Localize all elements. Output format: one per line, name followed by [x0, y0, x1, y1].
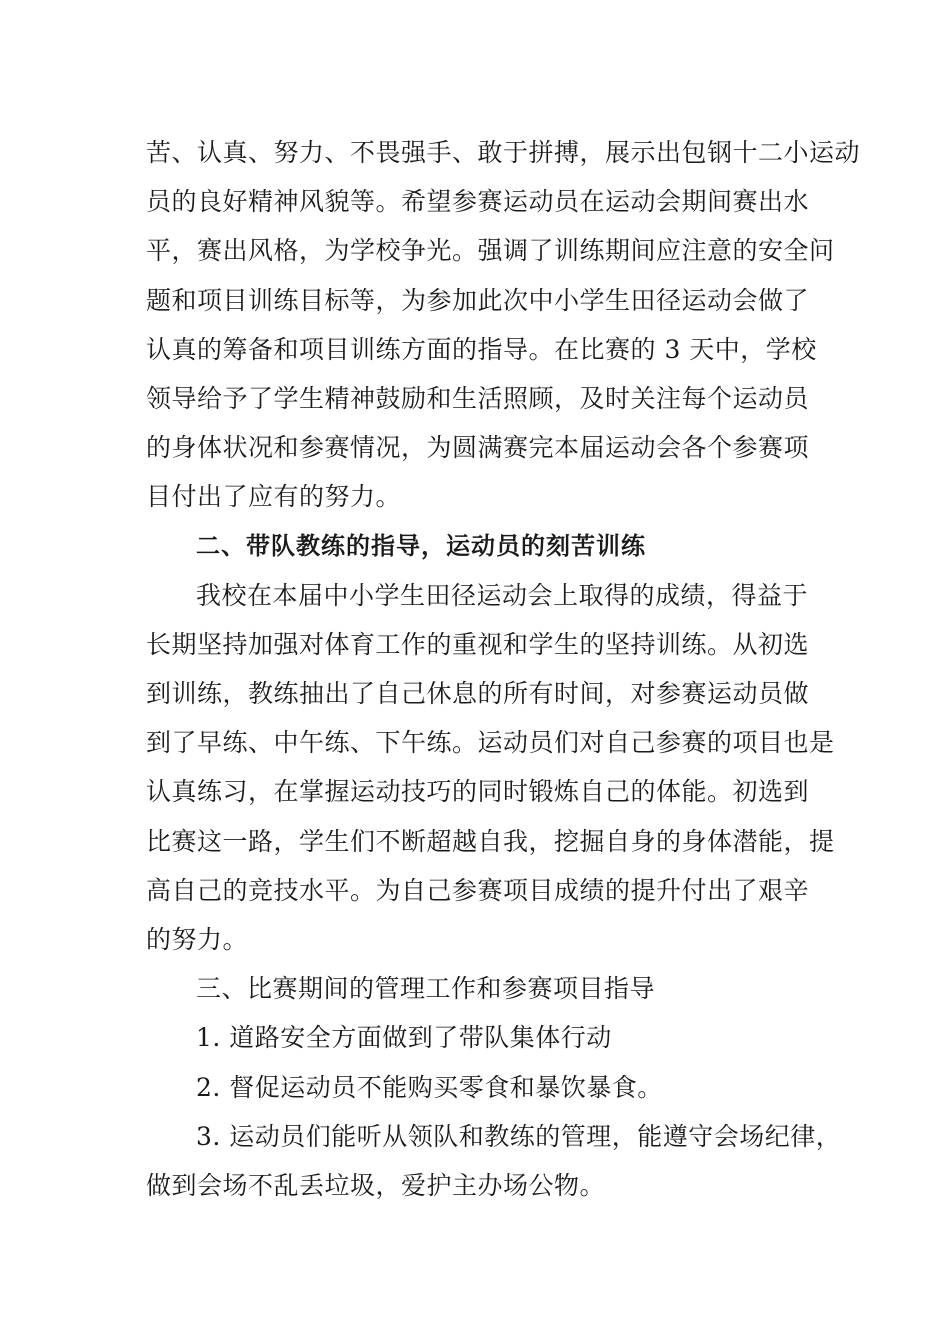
document-body: [146, 128, 861, 1210]
paragraph-line: 长期坚持加强对体育工作的重视和学生的坚持训练。从初选: [146, 629, 810, 659]
paragraph-line: 高自己的竞技水平。为自己参赛项目成绩的提升付出了艰辛: [146, 875, 810, 905]
paragraph-line: 认真的筹备和项目训练方面的指导。在比赛的 3 天中，学校: [146, 334, 817, 364]
paragraph-line: 比赛这一路，学生们不断超越自我，挖掘自身的身体潜能，提: [146, 826, 835, 856]
paragraph-line: 的努力。: [146, 925, 249, 954]
paragraph-line: 领导给予了学生精神鼓励和生活照顾，及时关注每个运动员: [146, 383, 810, 413]
paragraph-line: 题和项目训练目标等，为参加此次中小学生田径运动会做了: [146, 285, 810, 315]
paragraph-line: 到训练，教练抽出了自己休息的所有时间，对参赛运动员做: [146, 679, 810, 709]
list-item-continuation: 做到会场不乱丢垃圾，爱护主办场公物。: [146, 1170, 606, 1200]
list-item: 2. 督促运动员不能购买零食和暴饮暴食。: [196, 1072, 663, 1102]
paragraph-line: 我校在本届中小学生田径运动会上取得的成绩，得益于: [196, 580, 809, 610]
section-heading-2: 二、带队教练的指导，运动员的刻苦训练: [196, 531, 646, 560]
paragraph-line: 苦、认真、努力、不畏强手、敢于拼搏，展示出包钢十二小运动: [146, 138, 861, 167]
list-item: 3. 运动员们能听从领队和教练的管理，能遵守会场纪律，: [196, 1121, 842, 1151]
paragraph-line: 到了早练、中午练、下午练。运动员们对自己参赛的项目也是: [146, 728, 835, 758]
paragraph-line: 的身体状况和参赛情况，为圆满赛完本届运动会各个参赛项: [146, 433, 810, 463]
section-heading-3: 三、比赛期间的管理工作和参赛项目指导: [196, 974, 656, 1004]
list-item: 1. 道路安全方面做到了带队集体行动: [196, 1023, 612, 1053]
paragraph-line: 平，赛出风格，为学校争光。强调了训练期间应注意的安全问: [146, 236, 835, 266]
paragraph-line: 目付出了应有的努力。: [146, 482, 402, 512]
paragraph-line: 认真练习，在掌握运动技巧的同时锻炼自己的体能。初选到: [146, 777, 810, 807]
paragraph-line: 员的良好精神风貌等。希望参赛运动员在运动会期间赛出水: [146, 187, 810, 217]
